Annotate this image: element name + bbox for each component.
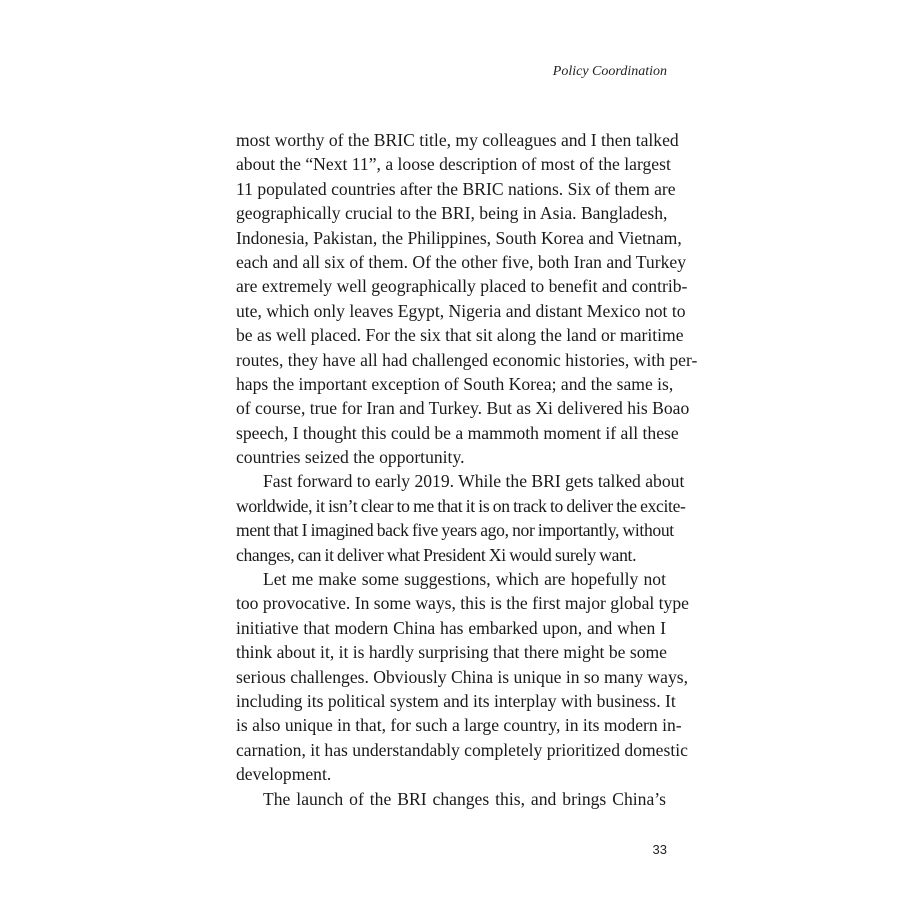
text-line: is also unique in that, for such a large country, in its modern in- [236, 715, 682, 736]
text-line: be as well placed. For the six that sit along the land or maritime [236, 325, 684, 346]
page-number: 33 [652, 842, 667, 857]
text-line: countries seized the opportunity. [236, 447, 465, 468]
text-line: worldwide, it isn’t clear to me that it is on track to deliver the excite- [236, 495, 686, 516]
text-line: ment that I imagined back five years ago, nor importantly, without [236, 520, 674, 541]
text-line: development. [236, 764, 332, 785]
text-line: of course, true for Iran and Turkey. But as Xi delivered his Boao [236, 398, 690, 419]
text-line: think about it, it is hardly surprising that there might be some [236, 642, 667, 663]
text-line: most worthy of the BRIC title, my colleagues and I then talked [236, 130, 679, 150]
text-line: initiative that modern China has embarked upon, and when I [236, 617, 666, 638]
text-line: routes, they have all had challenged economic histories, with per- [236, 349, 698, 370]
running-head: Policy Coordination [552, 64, 667, 79]
text-line: carnation, it has understandably completely prioritized domestic [236, 739, 688, 760]
body-text [236, 128, 698, 811]
text-line: geographically crucial to the BRI, being in Asia. Bangladesh, [236, 203, 668, 224]
text-line: serious challenges. Obviously China is unique in so many ways, [236, 666, 689, 687]
paragraph-first-line: The launch of the BRI changes this, and brings China’s [263, 788, 666, 809]
text-line: changes, can it deliver what President Xi would surely want. [236, 544, 637, 565]
text-line: each and all six of them. Of the other five, both Iran and Turkey [236, 251, 686, 272]
paragraph-first-line: Let me make some suggestions, which are hopefully not [263, 569, 666, 590]
text-line: speech, I thought this could be a mammoth moment if all these [236, 422, 679, 443]
text-line: about the “Next 11”, a loose description of most of the largest [236, 154, 671, 175]
text-line: too provocative. In some ways, this is the first major global type [236, 593, 689, 614]
text-line: Indonesia, Pakistan, the Philippines, South Korea and Vietnam, [236, 227, 682, 248]
text-line: 11 populated countries after the BRIC nations. Six of them are [236, 178, 676, 199]
text-line: are extremely well geographically placed to benefit and contrib- [236, 276, 688, 297]
text-line: haps the important exception of South Korea; and the same is, [236, 373, 674, 394]
text-line: including its political system and its interplay with business. It [236, 690, 676, 711]
text-line: ute, which only leaves Egypt, Nigeria and distant Mexico not to [236, 300, 686, 321]
paragraph-first-line: Fast forward to early 2019. While the BRI gets talked about [263, 471, 685, 492]
